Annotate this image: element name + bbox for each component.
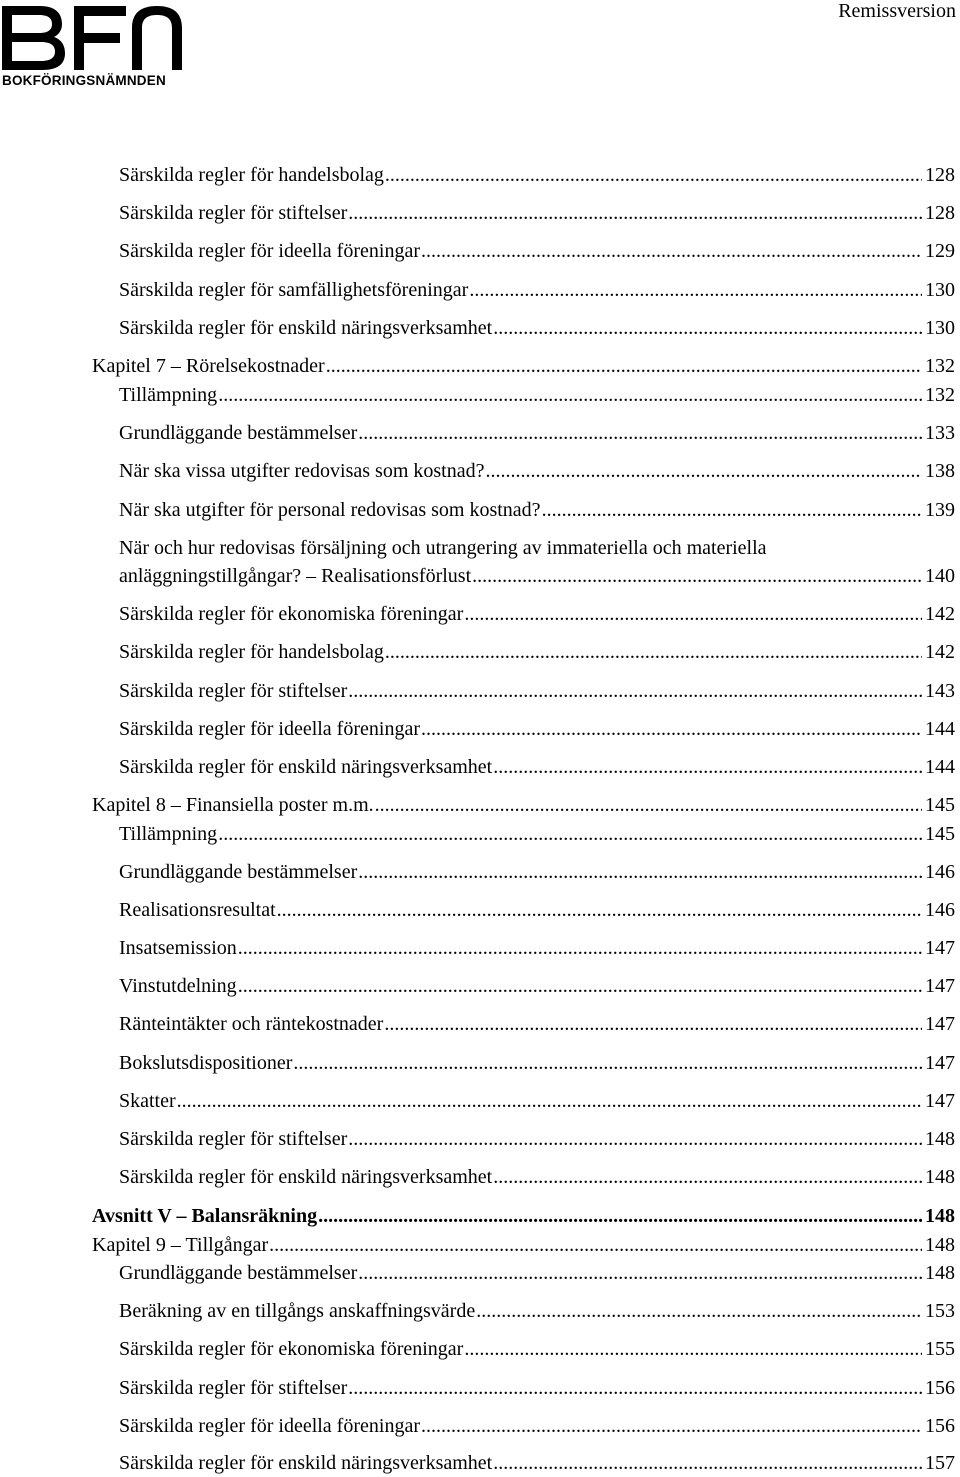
toc-entry-title: Ränteintäkter och räntekostnader — [119, 1013, 384, 1035]
toc-entry-title: Särskilda regler för ekonomiska föreningar — [119, 603, 464, 625]
version-label: Remissversion — [838, 0, 956, 22]
toc-entry[interactable] — [119, 1010, 955, 1038]
toc-entry-title: När ska utgifter för personal redovisas som kostnad? — [119, 499, 541, 521]
toc-entry-title: Kapitel 7 – Rörelsekostnader — [92, 355, 325, 377]
toc-entry-title: Särskilda regler för enskild näringsverksamhet — [119, 756, 493, 778]
toc-entry-page: 147 — [925, 1013, 955, 1035]
toc-entry-page: 132 — [925, 355, 955, 377]
toc-entry-title: Insatsemission — [119, 937, 237, 959]
toc-entry-page: 144 — [925, 756, 955, 778]
toc-entry[interactable] — [119, 1163, 955, 1191]
toc-entry[interactable] — [119, 1259, 955, 1287]
toc-entry[interactable] — [119, 896, 955, 924]
toc-entry-chapter[interactable] — [92, 352, 955, 380]
toc-entry-title: Skatter — [119, 1090, 176, 1112]
toc-leader-dots — [464, 600, 922, 628]
toc-leader-dots — [177, 1087, 922, 1115]
toc-entry-title: Särskilda regler för stiftelser — [119, 680, 348, 702]
toc-entry-chapter[interactable] — [92, 791, 955, 819]
toc-entry-page: 146 — [925, 899, 955, 921]
toc-leader-dots — [472, 562, 922, 590]
toc-entry[interactable] — [119, 1449, 955, 1477]
toc-entry-title: Tillämpning — [119, 384, 218, 406]
toc-entry-page: 147 — [925, 975, 955, 997]
toc-entry-title: Bokslutsdispositioner — [119, 1052, 293, 1074]
toc-leader-dots — [358, 419, 922, 447]
toc-entry[interactable] — [119, 457, 955, 485]
toc-leader-dots — [421, 715, 922, 743]
toc-entry-page: 130 — [925, 279, 955, 301]
toc-entry-title: Beräkning av en tillgångs anskaffningsvärde — [119, 1300, 476, 1322]
toc-leader-dots — [385, 161, 922, 189]
toc-entry[interactable] — [119, 820, 955, 848]
toc-entry-page: 146 — [925, 861, 955, 883]
toc-entry-page: 148 — [925, 1262, 955, 1284]
toc-entry-title: Särskilda regler för enskild näringsverksamhet — [119, 317, 493, 339]
toc-entry-page: 142 — [925, 603, 955, 625]
toc-leader-dots — [238, 972, 922, 1000]
toc-entry-title-line1[interactable]: När och hur redovisas försäljning och utrangering av immateriella och materiella — [119, 537, 767, 559]
toc-leader-dots — [476, 1297, 922, 1325]
toc-entry-chapter[interactable] — [92, 1231, 955, 1259]
toc-leader-dots — [348, 1374, 922, 1402]
toc-entry-page: 144 — [925, 718, 955, 740]
toc-leader-dots — [493, 1163, 922, 1191]
toc-leader-dots — [421, 1412, 922, 1440]
toc-entry[interactable] — [119, 1412, 955, 1440]
toc-entry[interactable] — [119, 1049, 955, 1077]
toc-entry-title: Realisationsresultat — [119, 899, 276, 921]
toc-entry-page: 133 — [925, 422, 955, 444]
toc-entry[interactable] — [119, 600, 955, 628]
toc-entry-page: 147 — [925, 1090, 955, 1112]
toc-entry-page: 129 — [925, 240, 955, 262]
toc-leader-dots — [384, 1010, 922, 1038]
toc-entry[interactable] — [119, 314, 955, 342]
toc-entry-title: Särskilda regler för stiftelser — [119, 1377, 348, 1399]
toc-entry-page: 132 — [925, 384, 955, 406]
toc-entry[interactable] — [119, 1125, 955, 1153]
toc-leader-dots — [318, 1202, 922, 1230]
toc-leader-dots — [293, 1049, 922, 1077]
toc-leader-dots — [358, 858, 922, 886]
toc-leader-dots — [348, 199, 922, 227]
toc-entry[interactable] — [119, 381, 955, 409]
toc-entry-title: Avsnitt V – Balansräkning — [92, 1205, 318, 1227]
toc-entry[interactable] — [119, 677, 955, 705]
toc-entry-section[interactable] — [92, 1202, 955, 1230]
toc-entry-page: 148 — [925, 1166, 955, 1188]
toc-entry-page: 156 — [925, 1415, 955, 1437]
toc-entry-page: 148 — [925, 1128, 955, 1150]
toc-leader-dots — [421, 237, 922, 265]
toc-entry-title: Grundläggande bestämmelser — [119, 861, 358, 883]
toc-entry[interactable] — [119, 276, 955, 304]
toc-entry[interactable] — [119, 972, 955, 1000]
toc-entry-title: Vinstutdelning — [119, 975, 237, 997]
toc-entry-title: Särskilda regler för stiftelser — [119, 202, 348, 224]
toc-entry-page: 148 — [925, 1205, 955, 1227]
toc-entry-page: 155 — [925, 1338, 955, 1360]
toc-entry[interactable] — [119, 934, 955, 962]
toc-entry[interactable] — [119, 715, 955, 743]
toc-entry-page: 140 — [925, 565, 955, 587]
toc-entry-title: Särskilda regler för ideella föreningar — [119, 240, 420, 262]
toc-leader-dots — [493, 1449, 922, 1477]
toc-leader-dots — [485, 457, 922, 485]
bfn-logo — [0, 0, 186, 94]
toc-entry-page: 145 — [925, 823, 955, 845]
toc-entry-page: 145 — [925, 794, 955, 816]
toc-entry-page: 156 — [925, 1377, 955, 1399]
toc-entry-title: När ska vissa utgifter redovisas som kostnad? — [119, 460, 485, 482]
toc-leader-dots — [348, 1125, 922, 1153]
toc-entry-page: 128 — [925, 202, 955, 224]
toc-entry[interactable] — [119, 1335, 955, 1363]
toc-entry-title: Särskilda regler för ekonomiska föreningar — [119, 1338, 464, 1360]
toc-entry-title: Särskilda regler för ideella föreningar — [119, 1415, 420, 1437]
toc-entry[interactable] — [119, 1297, 955, 1325]
toc-entry-title: Särskilda regler för handelsbolag — [119, 641, 384, 663]
toc-entry-title: Tillämpning — [119, 823, 218, 845]
toc-entry-page: 139 — [925, 499, 955, 521]
toc-entry-title: Särskilda regler för handelsbolag — [119, 164, 384, 186]
toc-entry-page: 148 — [925, 1234, 955, 1256]
toc-leader-dots — [385, 638, 922, 666]
toc-entry-page: 130 — [925, 317, 955, 339]
toc-entry[interactable] — [119, 562, 955, 590]
toc-leader-dots — [469, 276, 922, 304]
toc-entry-title: Särskilda regler för samfällighetsföreningar — [119, 279, 469, 301]
toc-entry-page: 128 — [925, 164, 955, 186]
toc-entry[interactable] — [119, 638, 955, 666]
toc-entry[interactable] — [119, 496, 955, 524]
toc-entry-title: Särskilda regler för enskild näringsverksamhet — [119, 1452, 493, 1474]
toc-leader-dots — [218, 820, 922, 848]
toc-entry-title: Särskilda regler för stiftelser — [119, 1128, 348, 1150]
toc-entry-page: 157 — [925, 1452, 955, 1474]
toc-entry-page: 142 — [925, 641, 955, 663]
toc-entry-title: Grundläggande bestämmelser — [119, 1262, 358, 1284]
toc-entry-title: Kapitel 8 – Finansiella poster m.m. — [92, 794, 374, 816]
toc-entry-page: 143 — [925, 680, 955, 702]
toc-leader-dots — [277, 896, 922, 924]
toc-entry-title: Kapitel 9 – Tillgångar — [92, 1234, 269, 1256]
toc-entry-title: Särskilda regler för enskild näringsverksamhet — [119, 1166, 493, 1188]
bfn-logo-mark — [0, 0, 186, 74]
toc-entry[interactable] — [119, 753, 955, 781]
toc-leader-dots — [348, 677, 922, 705]
logo-subtitle: BOKFÖRINGSNÄMNDEN — [2, 73, 166, 88]
toc-leader-dots — [493, 314, 922, 342]
toc-leader-dots — [375, 791, 922, 819]
toc-entry-page: 147 — [925, 937, 955, 959]
toc-leader-dots — [542, 496, 922, 524]
toc-leader-dots — [238, 934, 922, 962]
toc-entry-page: 147 — [925, 1052, 955, 1074]
toc-leader-dots — [218, 381, 922, 409]
toc-entry[interactable] — [119, 419, 955, 447]
toc-entry[interactable] — [119, 1087, 955, 1115]
toc-entry[interactable] — [119, 237, 955, 265]
toc-entry[interactable] — [119, 858, 955, 886]
toc-entry-title: Särskilda regler för ideella föreningar — [119, 718, 420, 740]
toc-entry-page: 138 — [925, 460, 955, 482]
toc-entry[interactable] — [119, 1374, 955, 1402]
toc-entry-title: Grundläggande bestämmelser — [119, 422, 358, 444]
toc-entry-title: anläggningstillgångar? – Realisationsförlust — [119, 565, 472, 587]
toc-entry[interactable] — [119, 199, 955, 227]
toc-entry[interactable] — [119, 161, 955, 189]
toc-entry-page: 153 — [925, 1300, 955, 1322]
toc-leader-dots — [493, 753, 922, 781]
toc-leader-dots — [358, 1259, 922, 1287]
toc-leader-dots — [269, 1231, 922, 1259]
toc-leader-dots — [464, 1335, 922, 1363]
toc-leader-dots — [326, 352, 922, 380]
